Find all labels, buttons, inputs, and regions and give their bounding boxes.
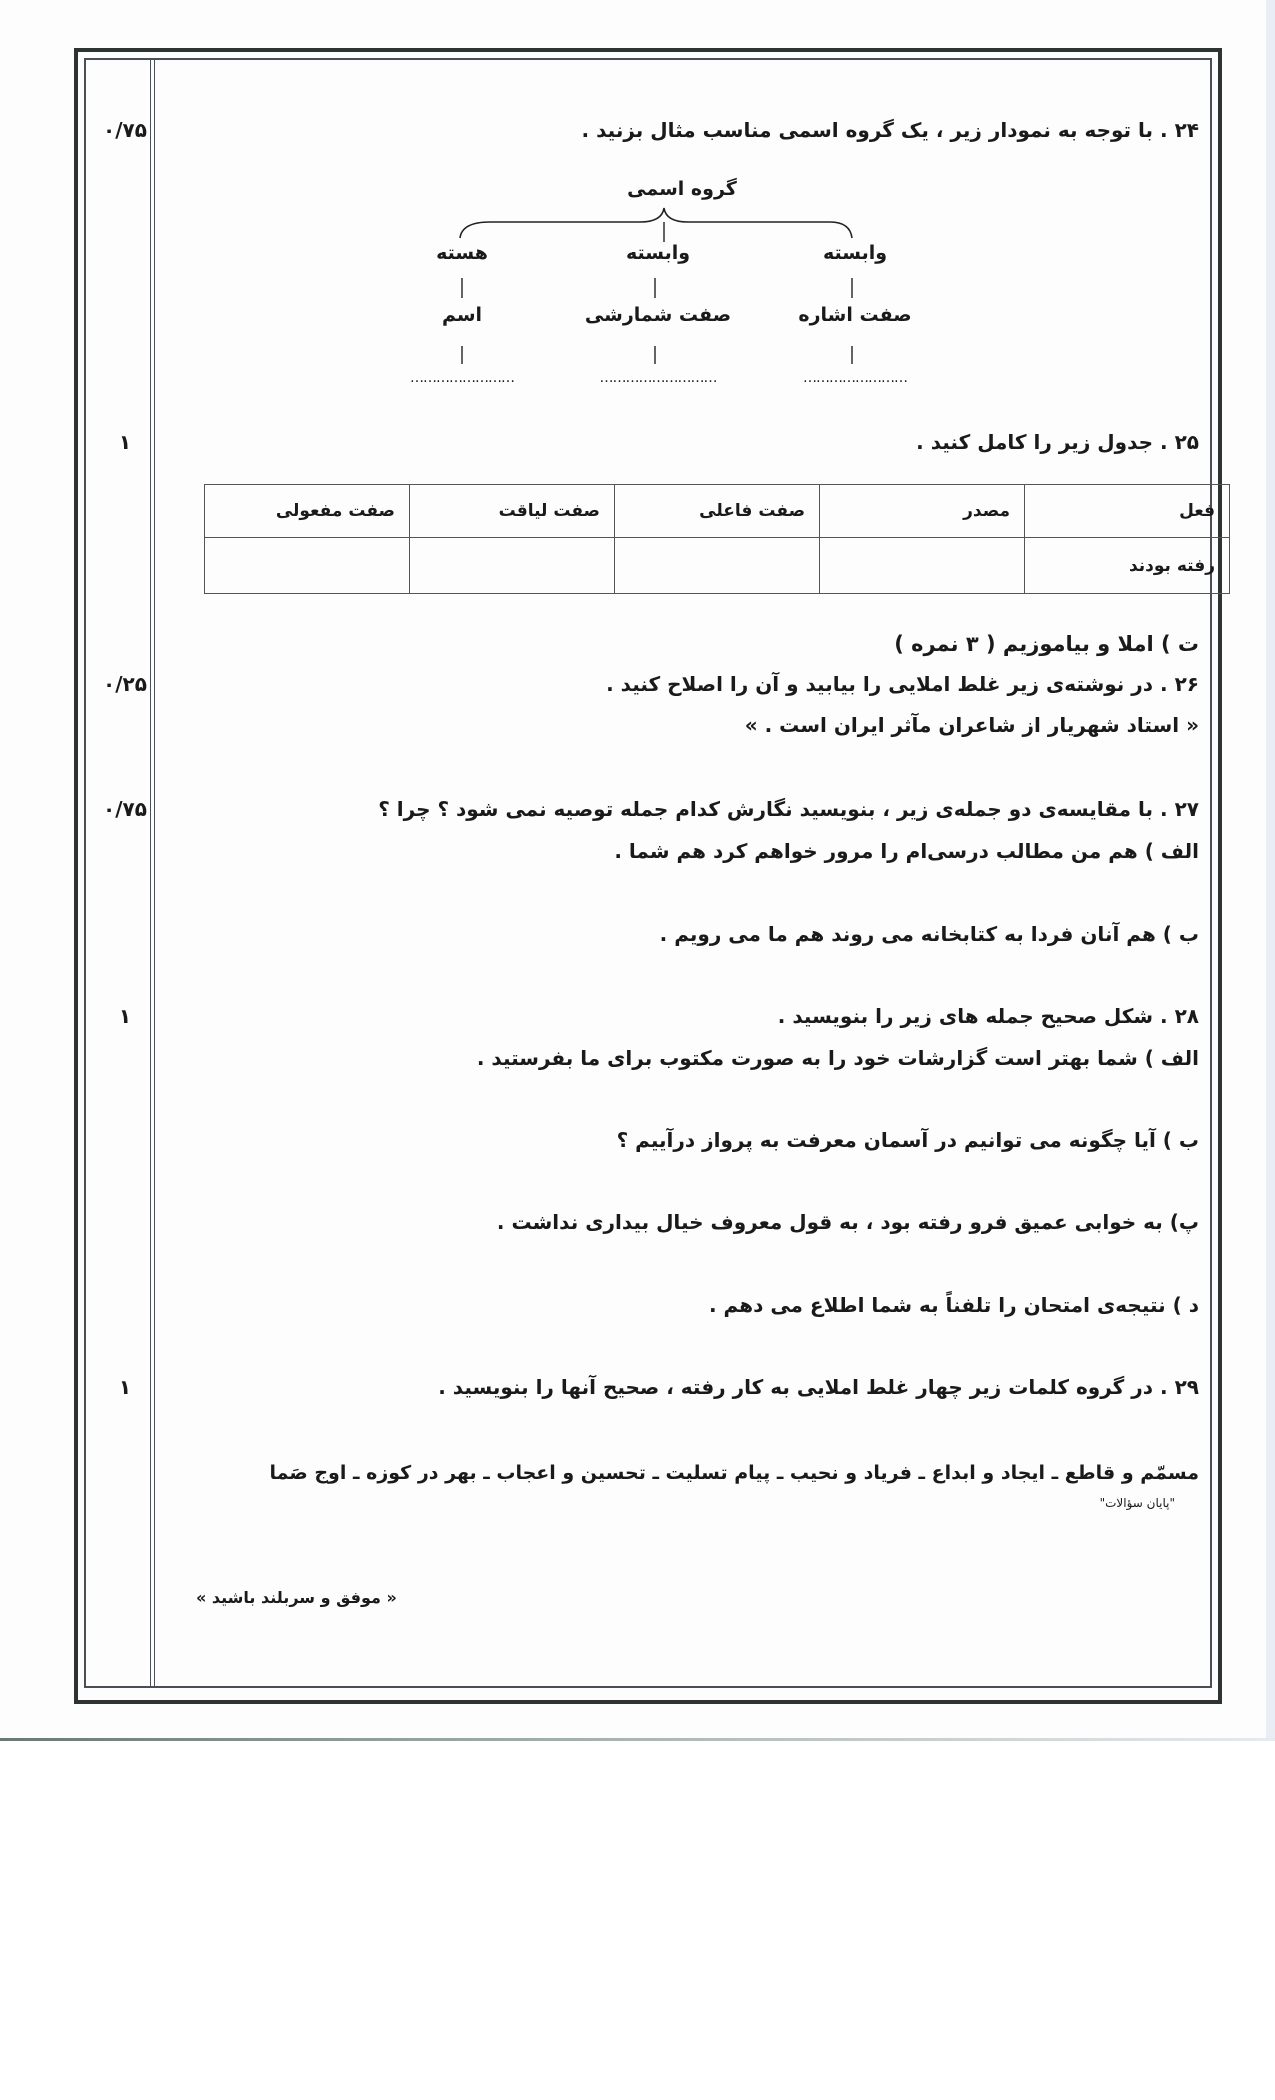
branch-1-type: صفت اشاره (798, 304, 912, 326)
header-infinitive: مصدر (820, 485, 1025, 538)
noun-group-diagram (400, 170, 1020, 400)
question-26-quote: « استاد شهریار از شاعران مآثر ایران است . » (744, 713, 1199, 737)
end-of-questions-note: "پایان سؤالات" (1099, 1496, 1175, 1510)
question-27: ۲۷ . با مقایسه‌ی دو جمله‌ی زیر ، بنویسید نگارش کدام جمله توصیه نمی شود ؟ چرا ؟ (378, 797, 1199, 821)
branch-2-role: وابسته (625, 242, 691, 264)
question-24: ۲۴ . با توجه به نمودار زیر ، یک گروه اسمی مناسب مثال بزنید . (581, 118, 1199, 142)
header-verb: فعل (1025, 485, 1230, 538)
score-27: ۰/۷۵ (103, 797, 147, 821)
page-bottom-edge (0, 1738, 1275, 1741)
question-29-word-list: مسمّم و قاطع ـ ایجاد و ابداع ـ فریاد و نحیب ـ پیام تسلیت ـ تحسین و اعجاب ـ بهر در کوزه ـ اوج صَما (269, 1462, 1199, 1484)
score-25: ۱ (118, 430, 132, 454)
diagram-root: گروه اسمی (627, 178, 737, 200)
closing-message: « موفق و سربلند باشید » (196, 1588, 397, 1607)
cell-passive-adjective[interactable] (205, 538, 410, 594)
question-28-item-p: پ) به خوابی عمیق فرو رفته بود ، به قول معروف خیال بیداری نداشت . (496, 1210, 1199, 1234)
score-28: ۱ (118, 1004, 132, 1028)
question-27-item-b: ب ) هم آنان فردا به کتابخانه می روند هم ما می رویم . (659, 922, 1199, 946)
brace (460, 208, 852, 238)
question-28-item-b: ب ) آیا چگونه می توانیم در آسمان معرفت به پرواز درآییم ؟ (616, 1128, 1199, 1152)
table-row (205, 538, 1230, 594)
diagram-lines (400, 170, 1020, 400)
question-28: ۲۸ . شکل صحیح جمله های زیر را بنویسید . (777, 1004, 1199, 1028)
header-merit-adjective: صفت لیاقت (410, 485, 615, 538)
question-27-item-a: الف ) هم من مطالب درسی‌ام را مرور خواهم کرد هم شما . (614, 839, 1199, 863)
branch-2-type: صفت شمارشی (584, 304, 732, 326)
header-passive-adjective: صفت مفعولی (205, 485, 410, 538)
section-heading: ت ) املا و بیاموزیم ( ۳ نمره ) (894, 632, 1199, 656)
branch-3-role: هسته (436, 242, 488, 264)
question-28-item-d: د ) نتیجه‌ی امتحان را تلفناً به شما اطلاع می دهم . (708, 1293, 1199, 1317)
branch-1-blank[interactable]: …………………… (803, 370, 907, 386)
verb-table (204, 484, 1230, 594)
question-26: ۲۶ . در نوشته‌ی زیر غلط املایی را بیابید و آن را اصلاح کنید . (606, 672, 1199, 696)
branch-1-role: وابسته (822, 242, 888, 264)
branch-2-blank[interactable]: ……………………… (599, 370, 717, 386)
cell-infinitive[interactable] (820, 538, 1025, 594)
score-29: ۱ (118, 1375, 132, 1399)
question-25: ۲۵ . جدول زیر را کامل کنید . (916, 430, 1199, 454)
question-29: ۲۹ . در گروه کلمات زیر چهار غلط املایی به کار رفته ، صحیح آنها را بنویسید . (438, 1375, 1199, 1399)
cell-verb: رفته بودند (1025, 538, 1230, 594)
cell-merit-adjective[interactable] (410, 538, 615, 594)
score-column-divider (150, 58, 155, 1687)
header-active-adjective: صفت فاعلی (615, 485, 820, 538)
branch-3-blank[interactable]: …………………… (410, 370, 514, 386)
cell-active-adjective[interactable] (615, 538, 820, 594)
table-header-row (205, 485, 1230, 538)
score-24: ۰/۷۵ (103, 118, 147, 142)
question-28-item-a: الف ) شما بهتر است گزارشات خود را به صورت مکتوب برای ما بفرستید . (476, 1046, 1199, 1070)
scan-edge (1266, 0, 1275, 1740)
branch-3-type: اسم (441, 304, 483, 326)
score-26: ۰/۲۵ (103, 672, 147, 696)
